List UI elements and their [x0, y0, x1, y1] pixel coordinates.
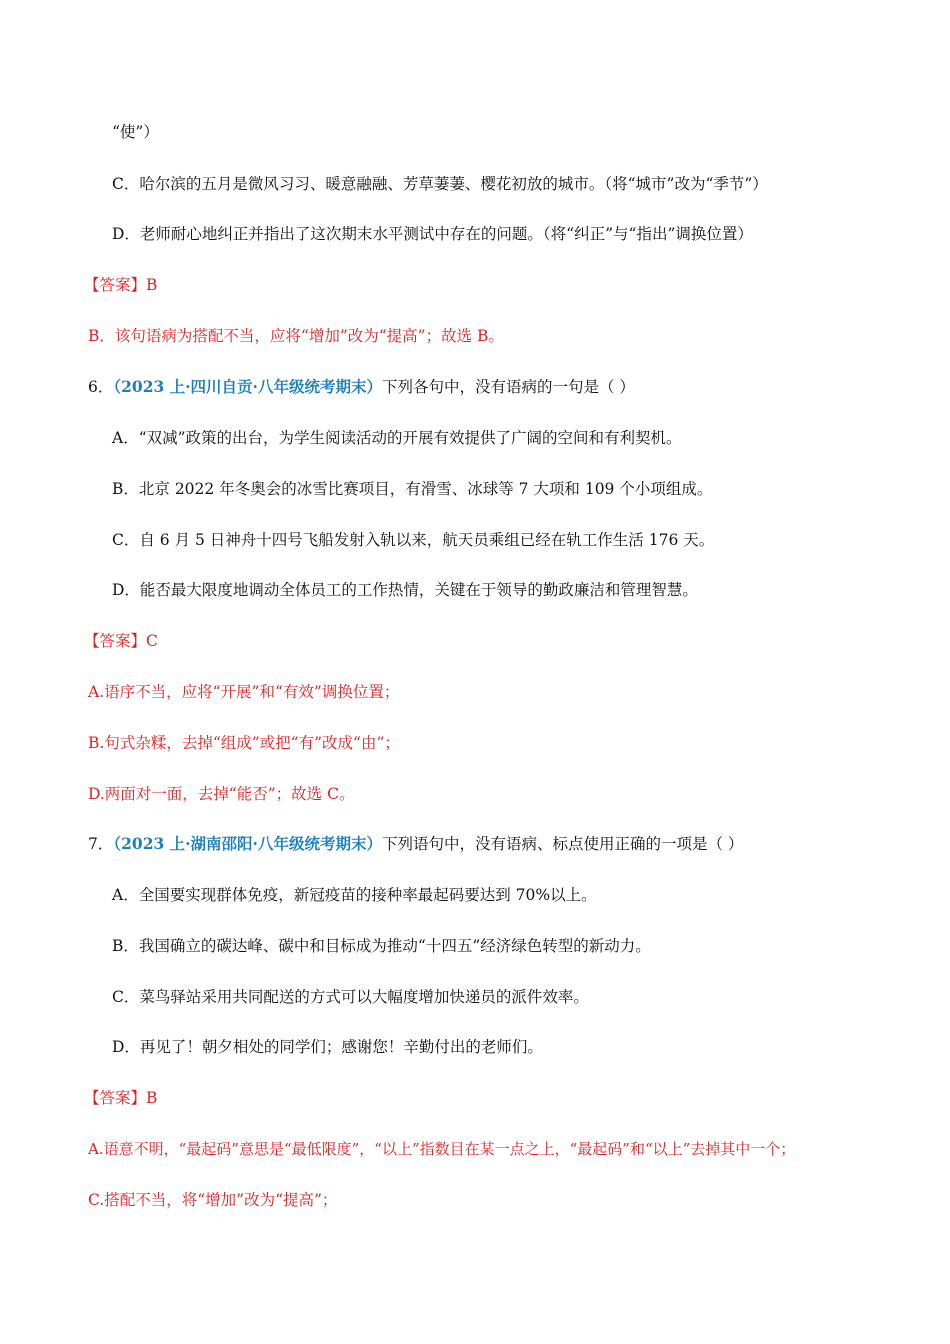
q7-explanation-1: A.语意不明，“最起码”意思是“最低限度”，“以上”指数目在某一点之上，“最起码”和“以上”去掉其中一个；	[88, 1140, 796, 1158]
q5-explanation-1: B．该句语病为搭配不当，应将“增加”改为“提高”；故选 B。	[88, 327, 504, 345]
q6-option-b: B．北京 2022 年冬奥会的冰雪比赛项目，有滑雪、冰球等 7 大项和 109 个小项组成。	[112, 480, 713, 498]
q6-answer	[84, 631, 158, 651]
q7-option-a: A．全国要实现群体免疫，新冠疫苗的接种率最起码要达到 70%以上。	[112, 886, 597, 904]
answer-tag: 【答案】	[84, 276, 147, 294]
q6-explanation-3: D.两面对一面，去掉“能否”；故选 C。	[88, 785, 355, 803]
q5-option-d: D．老师耐心地纠正并指出了这次期末水平测试中存在的问题。（将“纠正”与“指出”调换位置）	[112, 225, 753, 243]
q7-explanation-2: C.搭配不当，将“增加”改为“提高”；	[88, 1191, 338, 1209]
question-number: 6．	[88, 378, 114, 396]
question-number: 7．	[88, 835, 114, 853]
q6-option-d: D．能否最大限度地调动全体员工的工作热情，关键在于领导的勤政廉洁和管理智慧。	[112, 581, 698, 599]
q6-option-c: C．自 6 月 5 日神舟十四号飞船发射入轨以来，航天员乘组已经在轨工作生活 176 天。	[112, 531, 715, 549]
question-source: （2023 上·湖南邵阳·八年级统考期末）	[113, 834, 382, 853]
q7-option-b: B．我国确立的碳达峰、碳中和目标成为推动“十四五”经济绿色转型的新动力。	[112, 937, 651, 955]
answer-tag: 【答案】	[84, 632, 147, 650]
q7-answer	[84, 1088, 157, 1108]
q6-option-a: A．“双减”政策的出台，为学生阅读活动的开展有效提供了广阔的空间和有利契机。	[112, 429, 682, 447]
q6-stem-line	[88, 377, 635, 397]
question-stem: 下列语句中，没有语病、标点使用正确的一项是（ ）	[381, 835, 744, 853]
answer-value: B	[146, 1089, 158, 1107]
q7-option-c: C．菜鸟驿站采用共同配送的方式可以大幅度增加快递员的派件效率。	[112, 988, 589, 1006]
q5-answer	[84, 275, 157, 295]
question-source: （2023 上·四川自贡·八年级统考期末）	[113, 377, 382, 396]
q6-explanation-2: B.句式杂糅，去掉“组成”或把“有”改成“由”；	[88, 734, 400, 752]
answer-tag: 【答案】	[84, 1089, 147, 1107]
q7-stem-line	[88, 834, 743, 854]
q5-option-c: C．哈尔滨的五月是微风习习、暖意融融、芳草萋萋、樱花初放的城市。（将“城市”改为“季节”）	[112, 175, 768, 193]
q6-explanation-1: A.语序不当，应将“开展”和“有效”调换位置；	[88, 683, 400, 701]
q7-option-d: D．再见了！朝夕相处的同学们；感谢您！辛勤付出的老师们。	[112, 1038, 543, 1056]
answer-value: C	[146, 632, 158, 650]
continuation-text: “使”）	[112, 123, 159, 141]
answer-value: B	[146, 276, 158, 294]
question-stem: 下列各句中，没有语病的一句是（ ）	[381, 378, 635, 396]
